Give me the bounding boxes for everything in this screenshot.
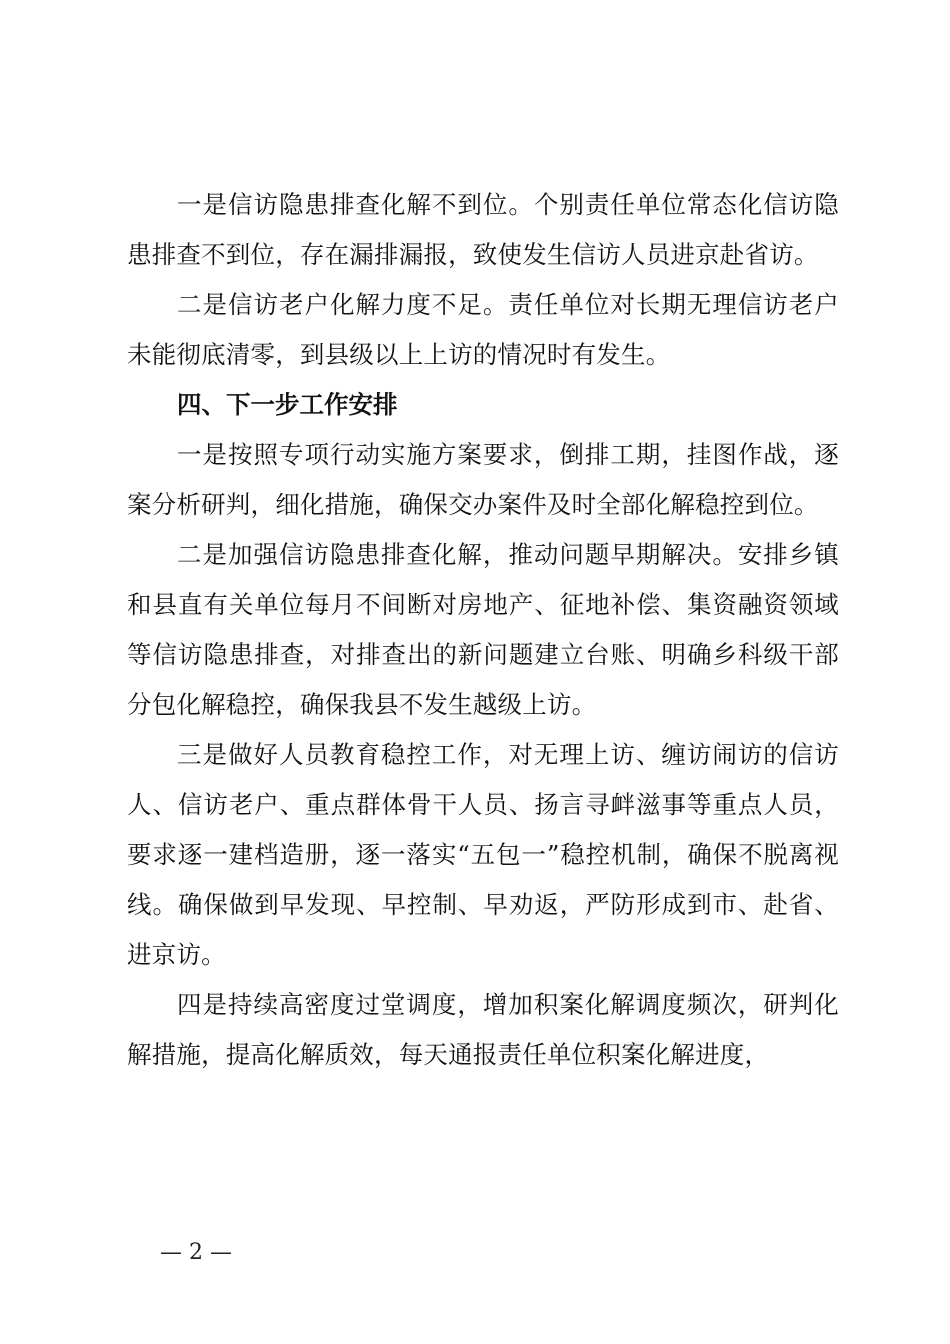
paragraph-plan-1: 一是按照专项行动实施方案要求，倒排工期，挂图作战，逐案分析研判，细化措施，确保交办案件及时全部化解稳控到位。 bbox=[127, 440, 839, 519]
paragraph-plan-2: 二是加强信访隐患排查化解，推动问题早期解决。安排乡镇和县直有关单位每月不间断对房地产、征地补偿、集资融资领域等信访隐患排查，对排查出的新问题建立台账、明确乡科级干部分包化解稳控，确保我县不发生越级上访。 bbox=[127, 540, 839, 719]
paragraph-plan-3: 三是做好人员教育稳控工作，对无理上访、缠访闹访的信访人、信访老户、重点群体骨干人员、扬言寻衅滋事等重点人员，要求逐一建档造册，逐一落实“五包一”稳控机制，确保不脱离视线。确保做到早发现、早控制、早劝返，严防形成到市、赴省、进京访。 bbox=[127, 740, 839, 969]
page-number: — 2 — bbox=[160, 1240, 232, 1265]
paragraph-problem-2: 二是信访老户化解力度不足。责任单位对长期无理信访老户未能彻底清零，到县级以上上访的情况时有发生。 bbox=[127, 290, 839, 369]
paragraph-problem-1: 一是信访隐患排查化解不到位。个别责任单位常态化信访隐患排查不到位，存在漏排漏报，致使发生信访人员进京赴省访。 bbox=[127, 190, 839, 269]
paragraph-plan-4: 四是持续高密度过堂调度，增加积案化解调度频次，研判化解措施，提高化解质效，每天通报责任单位积案化解进度， bbox=[127, 990, 839, 1069]
section-heading: 四、下一步工作安排 bbox=[177, 390, 398, 419]
document-body bbox=[127, 180, 839, 1080]
